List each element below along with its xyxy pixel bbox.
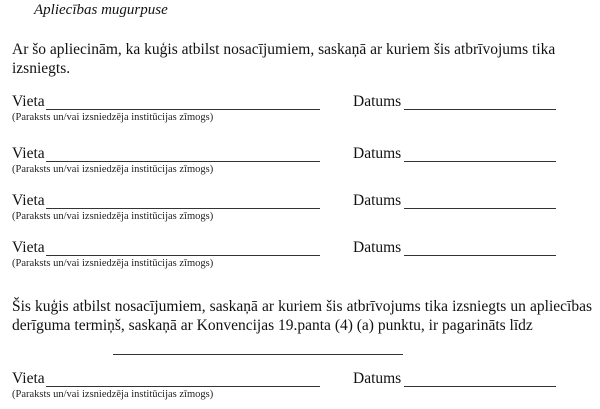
place-field[interactable]: [46, 109, 320, 110]
place-label: Vieta: [12, 145, 45, 162]
place-field[interactable]: [46, 255, 320, 256]
extension-date-field[interactable]: [113, 354, 403, 355]
place-field[interactable]: [46, 386, 320, 387]
signature-note: (Paraksts un/vai izsniedzēja institūcijas zīmogs): [12, 164, 214, 175]
date-label: Datums: [353, 93, 402, 110]
certification-paragraph: Ar šo apliecinām, ka kuģis atbilst nosacījumiem, saskaņā ar kuriem šis atbrīvojums tika izsniegts.: [12, 41, 556, 77]
date-field[interactable]: [404, 386, 556, 387]
place-field[interactable]: [46, 161, 320, 162]
date-label: Datums: [353, 239, 402, 256]
extension-paragraph: Šis kuģis atbilst nosacījumiem, saskaņā ar kuriem šis atbrīvojums tika izsniegts un apliecības derīguma termiņš, saskaņā ar Konvencijas 19.panta (4) (a) punktu, ir pagarināts līdz: [12, 298, 592, 334]
place-field[interactable]: [46, 208, 320, 209]
place-label: Vieta: [12, 239, 45, 256]
place-label: Vieta: [12, 192, 45, 209]
signature-note: (Paraksts un/vai izsniedzēja institūcijas zīmogs): [12, 211, 214, 222]
page-title: Apliecības mugurpuse: [34, 2, 168, 18]
signature-note: (Paraksts un/vai izsniedzēja institūcijas zīmogs): [12, 112, 214, 123]
place-label: Vieta: [12, 93, 45, 110]
date-field[interactable]: [404, 208, 556, 209]
date-label: Datums: [353, 145, 402, 162]
date-field[interactable]: [404, 161, 556, 162]
date-field[interactable]: [404, 255, 556, 256]
date-label: Datums: [353, 370, 402, 387]
place-label: Vieta: [12, 370, 45, 387]
date-field[interactable]: [404, 109, 556, 110]
date-label: Datums: [353, 192, 402, 209]
signature-note: (Paraksts un/vai izsniedzēja institūcijas zīmogs): [12, 389, 214, 400]
signature-note: (Paraksts un/vai izsniedzēja institūcijas zīmogs): [12, 258, 214, 269]
